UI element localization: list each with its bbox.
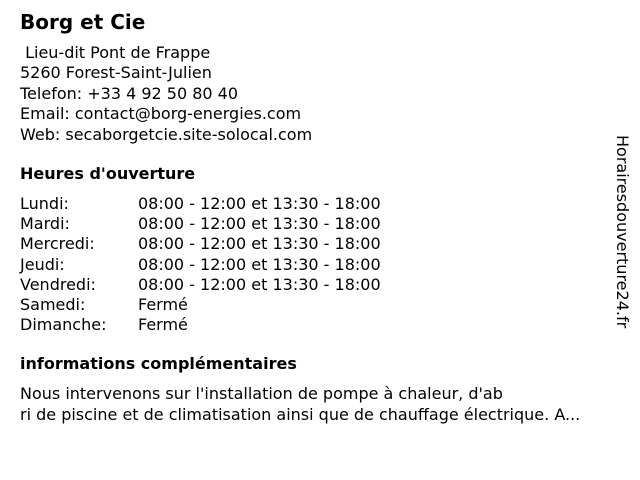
day-hours: 08:00 - 12:00 et 13:30 - 18:00 — [138, 194, 381, 213]
info-line-2: ri de piscine et de climatisation ainsi que de chauffage électrique. A... — [20, 405, 581, 424]
day-hours: 08:00 - 12:00 et 13:30 - 18:00 — [138, 254, 381, 274]
day-label: Vendredi: — [20, 274, 96, 294]
day-label: Jeudi: — [20, 254, 65, 274]
day-hours: 08:00 - 12:00 et 13:30 - 18:00 — [138, 274, 381, 294]
phone-line: Telefon: +33 4 92 50 80 40 — [20, 83, 239, 103]
site-brand-vertical: Horairesdouverture24.fr — [613, 135, 632, 329]
day-label: Mercredi: — [20, 234, 95, 254]
day-label: Dimanche: — [20, 315, 107, 335]
day-hours: 08:00 - 12:00 et 13:30 - 18:00 — [138, 214, 381, 234]
contact-block — [20, 43, 312, 145]
info-line-1: Nous intervenons sur l'installation de pompe à chaleur, d'ab — [20, 384, 503, 403]
address-line: Lieu-dit Pont de Frappe — [20, 43, 211, 62]
day-hours: Fermé — [138, 315, 188, 335]
day-label: Samedi: — [20, 294, 86, 314]
day-hours: 08:00 - 12:00 et 13:30 - 18:00 — [138, 234, 381, 254]
opening-hours-heading: Heures d'ouverture — [20, 164, 196, 183]
additional-info-heading: informations complémentaires — [20, 354, 297, 373]
day-hours: Fermé — [138, 294, 188, 314]
web-line: Web: secaborgetcie.site-solocal.com — [20, 124, 313, 144]
day-label: Lundi: — [20, 194, 69, 213]
day-label: Mardi: — [20, 214, 70, 234]
business-name: Borg et Cie — [20, 10, 146, 34]
additional-info-text — [20, 383, 580, 425]
email-line: Email: contact@borg-energies.com — [20, 104, 302, 124]
city-line: 5260 Forest-Saint-Julien — [20, 63, 212, 83]
